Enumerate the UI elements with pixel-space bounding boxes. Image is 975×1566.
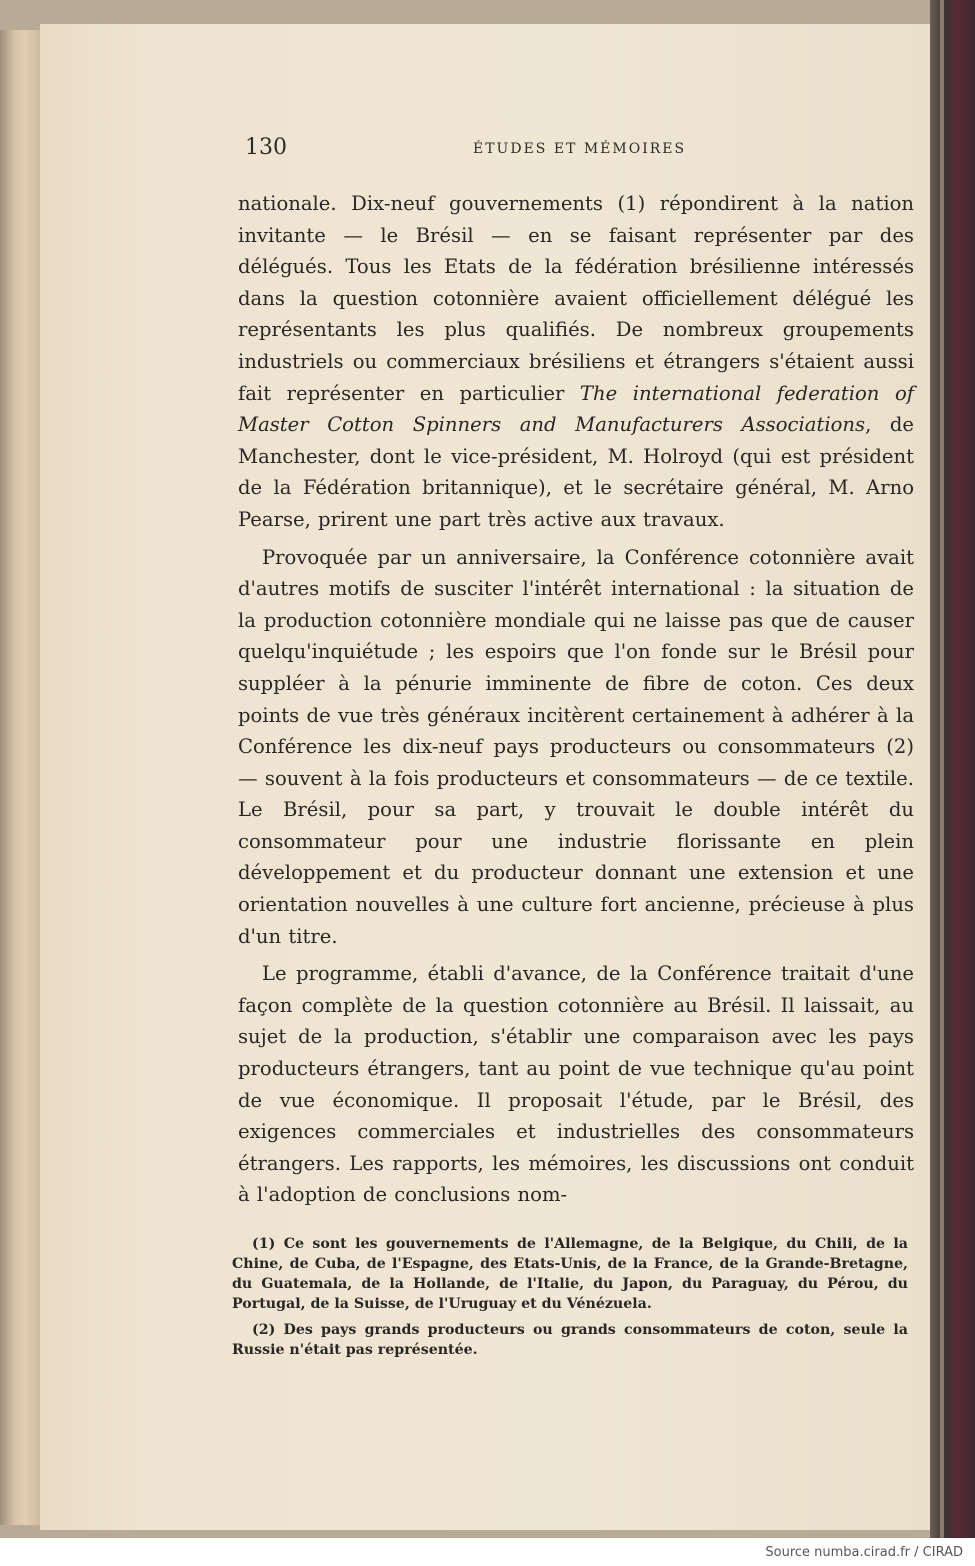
- federation-name: The international federation of Master Cotton Spinners and Manufacturers Associations: [238, 381, 914, 437]
- book-binding: [930, 0, 975, 1538]
- body-text: [238, 188, 914, 1211]
- footnote-2: (2) Des pays grands producteurs ou grands consommateurs de coton, seule la Russie n'était pas représentée.: [232, 1322, 908, 1358]
- paragraph-1-start: nationale. Dix-neuf gouvernements (1) répondirent à la nation invitante — le Brésil — en se faisant représenter par des délégués. Tous les Etats de la fédération brésilienne intéressés dans la question cotonnière avaient officiellement délégué les représentants les plus qualifiés. De nombreux groupements industriels ou commerciaux brésiliens et étrangers s'étaient aussi fait représenter en particulier: [238, 192, 914, 405]
- page-stack-edge: [0, 30, 42, 1525]
- paragraph-2: Provoquée par un anniversaire, la Conférence cotonnière avait d'autres motifs de susciter l'intérêt international : la situation de la production cotonnière mondiale qui ne laisse pas que de causer quelqu'inquiétude ; les espoirs que l'on fonde sur le Brésil pour suppléer à la pénurie imminente de fibre de coton. Ces deux points de vue très généraux incitèrent certainement à adhérer à la Conférence les dix-neuf pays producteurs ou consommateurs (2) — souvent à la fois producteurs et consommateurs — de ce textile. Le Brésil, pour sa part, y trouvait le double intérêt du consommateur pour une industrie florissante en plein développement et du producteur donnant une extension et une orientation nouvelles à une culture fort ancienne, précieuse à plus d'un titre.: [238, 545, 914, 948]
- page-number: 130: [245, 135, 287, 160]
- footnote-1: (1) Ce sont les gouvernements de l'Allemagne, de la Belgique, du Chili, de la Chine, de Cuba, de l'Espagne, des Etats-Unis, de la France, de la Grande-Bretagne, du Guatemala, de la Hollande, de l'Italie, du Japon, du Paraguay, du Pérou, du Portugal, de la Suisse, de l'Uruguay et du Vénézuela.: [232, 1236, 908, 1312]
- paragraph-1: [238, 188, 914, 536]
- page-header: [245, 135, 905, 165]
- footnotes: [232, 1234, 908, 1360]
- running-title: ÉTUDES ET MÉMOIRES: [473, 141, 687, 157]
- source-credit: Source numba.cirad.fr / CIRAD: [765, 1545, 963, 1560]
- paragraph-1-end: , de Manchester, dont le vice-président, M. Holroyd (qui est président de la Fédération britannique), et le secrétaire général, M. Arno Pearse, prirent une part très active aux travaux.: [238, 413, 914, 531]
- paragraph-3: Le programme, établi d'avance, de la Conférence traitait d'une façon complète de la question cotonnière au Brésil. Il laissait, au sujet de la production, s'établir une comparaison avec les pays producteurs étrangers, tant au point de vue technique qu'au point de vue économique. Il proposait l'étude, par le Brésil, des exigences commerciales et industrielles des consommateurs étrangers. Les rapports, les mémoires, les discussions ont conduit à l'adoption de conclusions nom-: [238, 962, 914, 1207]
